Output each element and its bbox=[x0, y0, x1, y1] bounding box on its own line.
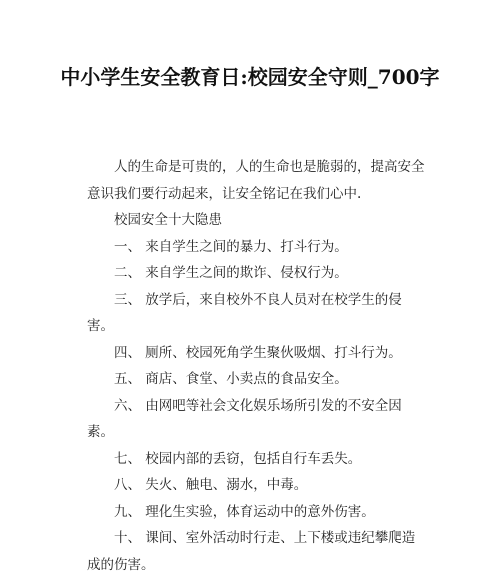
list-item: 六、 由网吧等社会文化娱乐场所引发的不安全因素。 bbox=[87, 397, 402, 440]
list-item: 七、 校园内部的丢窃，包括自行车丢失。 bbox=[114, 450, 362, 467]
list-item: 四、 厕所、校园死角学生聚伙吸烟、打斗行为。 bbox=[114, 344, 402, 361]
list-item: 五、 商店、食堂、小卖点的食品安全。 bbox=[114, 371, 348, 387]
list-item: 二、 来自学生之间的欺诈、侵权行为。 bbox=[114, 265, 348, 281]
list-item: 一、 来自学生之间的暴力、打斗行为。 bbox=[114, 238, 348, 255]
page-title: 中小学生安全教育日:校园安全守则_700字 bbox=[60, 65, 440, 89]
paragraph: 人的生命是可贵的，人的生命也是脆弱的，提高安全意识我们要行动起来，让安全铭记在我们心中. bbox=[87, 159, 425, 202]
list-item: 九、 理化生实验，体育运动中的意外伤害。 bbox=[114, 503, 375, 520]
list-item: 十、 课间、室外活动时行走、上下楼或违纪攀爬造成的伤害。 bbox=[87, 530, 416, 573]
section-heading: 校园安全十大隐患 bbox=[114, 212, 222, 228]
list-item: 八、 失火、触电、溺水，中毒。 bbox=[114, 477, 308, 493]
list-item: 三、 放学后，来自校外不良人员对在校学生的侵害。 bbox=[87, 291, 402, 334]
document-body bbox=[87, 154, 425, 578]
